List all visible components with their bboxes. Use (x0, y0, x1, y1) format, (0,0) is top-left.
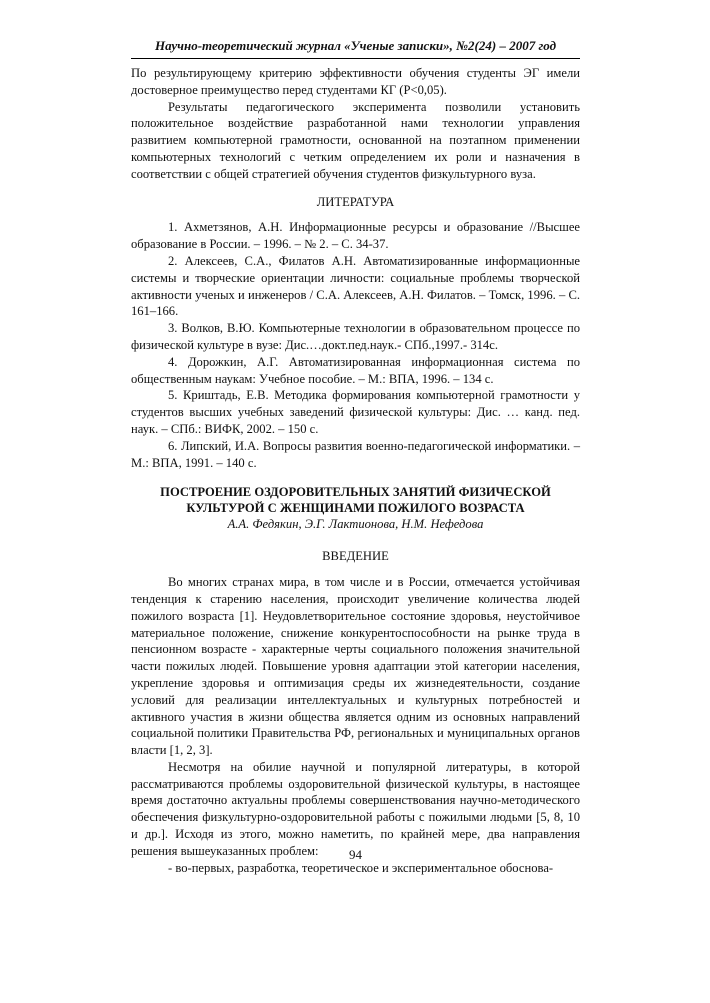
conclusion-paragraph: Результаты педагогического эксперимента позволили установить положительное воздействие разработанной нами технологии управления развитием компьютерной грамотности, основанной на поэтапном применении компьютерных технологий с четким определением их роли и назначения в соответствии с общей стратегией обучения студентов физкультурного вуза. (131, 99, 580, 181)
article-title-line: ПОСТРОЕНИЕ ОЗДОРОВИТЕЛЬНЫХ ЗАНЯТИЙ ФИЗИЧЕСКОЙ (160, 485, 551, 500)
reference-item: 2. Алексеев, С.А., Филатов А.Н. Автоматизированные информационные системы и творческие ориентации личности: социальные проблемы творческой активности ученых и инженеров / С.А. Алексеев, А.Н. Филатов. – Томск, 1996. – С. 161–166. (131, 253, 580, 319)
journal-header: Научно-теоретический журнал «Ученые записки», №2(24) – 2007 год (131, 38, 580, 59)
intro-paragraph: Во многих странах мира, в том числе и в России, отмечается устойчивая тенденция к старению населения, происходит увеличение количества людей пожилого возраста [1]. Неудовлетворительное состояние здоровья, неустойчивое материальное положение, снижение конкурентоспособности на рынке труда в пенсионном возрасте - характерные черты социального положения значительной части пожилых людей. Повышение уровня адаптации этой категории населения, укрепление здоровья и оптимизация среды их жизнедеятельности, создание условий для реализации интеллектуальных и культурных потребностей и активного участия в жизни общества является одним из основных направлений социальной политики Правительства РФ, региональных и муниципальных органов власти [1, 2, 3]. (131, 575, 580, 758)
conclusion-paragraph: По результирующему критерию эффективности обучения студенты ЭГ имели достоверное преимущество перед студентами КГ (Р<0,05). (131, 66, 580, 97)
reference-item: 5. Криштадь, Е.В. Методика формирования компьютерной грамотности у студентов высших учебных заведений физической культуры: Дис. … канд. пед. наук. – СПб.: ВИФК, 2002. – 150 с. (131, 388, 580, 436)
reference-item: 4. Дорожкин, А.Г. Автоматизированная информационная система по общественным наукам: Учебное пособие. – М.: ВПА, 1996. – 134 с. (131, 354, 580, 386)
intro-paragraph: Несмотря на обилие научной и популярной литературы, в которой рассматриваются проблемы оздоровительной физической культуры, в настоящее время достаточно актуальны проблемы совершенствования научно-методического обеспечения физкультурно-оздоровительной работы с пожилыми людьми [5, 8, 10 и др.]. Исходя из этого, можно наметить, по крайней мере, два направления решения вышеуказанных проблем: (131, 759, 580, 858)
article-authors: А.А. Федякин, Э.Г. Лактионова, Н.М. Нефедова (227, 517, 484, 532)
article-title (131, 484, 580, 516)
reference-item: 1. Ахметзянов, А.Н. Информационные ресурсы и образование //Высшее образование в России. – 1996. – № 2. – С. 34-37. (131, 220, 580, 252)
article-title-line: КУЛЬТУРОЙ С ЖЕНЩИНАМИ ПОЖИЛОГО ВОЗРАСТА (186, 501, 525, 516)
intro-heading: ВВЕДЕНИЕ (322, 549, 389, 564)
page-number: 94 (349, 847, 362, 862)
reference-item: 6. Липский, И.А. Вопросы развития военно-педагогической информатики. – М.: ВПА, 1991. – 140 с. (131, 438, 580, 470)
page (131, 38, 580, 876)
reference-item: 3. Волков, В.Ю. Компьютерные технологии в образовательном процессе по физической культуре в вузе: Дис.…докт.пед.наук.- СПб.,1997.- 314с. (131, 321, 580, 352)
intro-list-item: - во-первых, разработка, теоретическое и экспериментальное обоснова- (168, 860, 554, 875)
references-heading: ЛИТЕРАТУРА (316, 194, 395, 209)
